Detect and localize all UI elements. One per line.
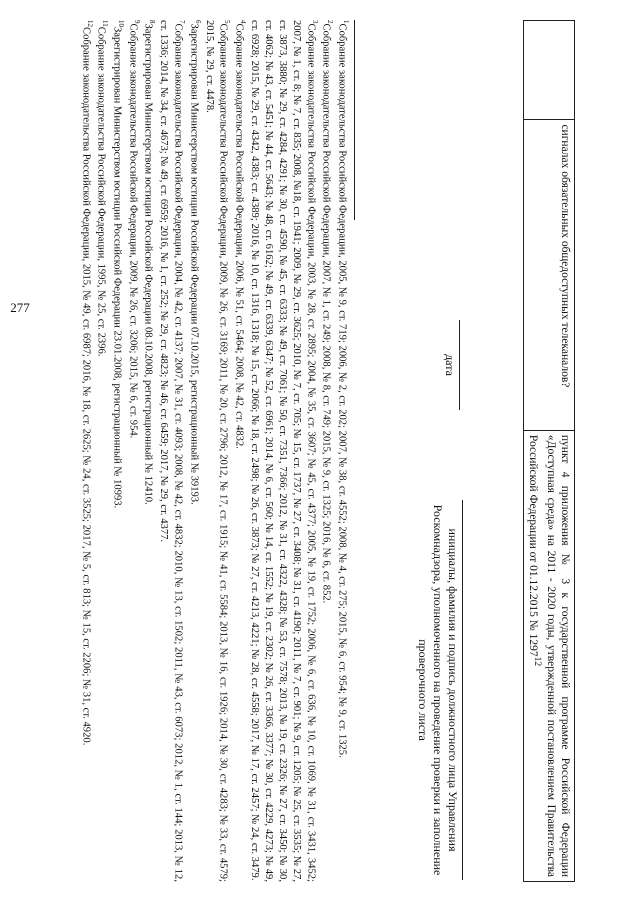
- date-signature-block: [442, 320, 460, 410]
- table-cell-number: [524, 21, 575, 120]
- footnote-text: Собрание законодательства Российской Федерации, 2004, № 42, ст. 4137; 2007, № 31, ст. 4093; 2008, № 42, ст. 4832; 2010, № 13, ст. 1502; 2011, № 43, ст. 6073; 2012, № 1, ст. 144; 2013, № 12, ст. 1336; 2014, № 34, ст. 4673; № 49, ст. 6959; 2016, № 1, ст. 252; № 29, ст. 4823; № 46, ст. 6459; 2017, № 29, ст. 4377.: [158, 20, 184, 882]
- footnote-item: [94, 20, 110, 882]
- footnote-text: Собрание законодательства Российской Федерации, 2009, № 26, ст. 3206; 2015, № 6, ст. 954.: [127, 23, 139, 439]
- footnote-text: Собрание законодательства Российской Федерации, 2006, № 51, ст. 5464; 2008, № 42, ст. 4832.: [233, 23, 245, 449]
- footnote-number: 2: [326, 20, 335, 24]
- footnote-number: 5: [223, 20, 232, 24]
- footnote-number: 1: [342, 20, 350, 24]
- footnote-number: 9: [132, 20, 141, 24]
- official-caption: инициалы, фамилия и подпись должностного лица Управления Роскомнадзора, уполномоченного на проведение проверки и заполнение проверочного листа: [416, 504, 460, 876]
- footnote-text: Собрание законодательства Российской Федерации, 2003, № 28, ст. 2895; 2004, № 35, ст. 3607; № 45, ст. 4377; 2005, № 19, ст. 1752; 2006, № 6, ст. 636, № 10, ст. 1069, № 31, ст. 3431, 3452; 2007, № 1, ст. 8; № 7, ст. 835; 2008, №18, ст. 1941; 2009, № 29, ст. 3625; 2010, № 7, ст. 705; № 15, ст. 1737, № 27, ст. 3408; № 31, ст. 4190; 2011, № 7, ст. 901; № 9, ст. 1205; № 25, ст. 3535; № 27, ст. 3873, 3880; № 29, ст. 4284, 4291; № 30, ст. 4590, № 45, ст. 6333; № 49, ст. 7061; № 50, ст. 7351, 7366; 2012, № 31, ст. 4322, 4328; № 53, ст. 7578; 2013, № 19, ст. 2326; № 27, ст. 3450; № 30, ст. 4062; № 43, ст. 5451; № 44, ст. 5643; № 48, ст. 6162; № 49, ст. 6339, 6347; № 52, ст. 6961; 2014, № 6, ст. 560; № 14, ст. 1552; № 19, ст. 2302; № 26, ст. 3366, 3377; № 30, ст. 4229, 4273; № 49, ст. 6928; 2015, № 29, ст. 4342, 4383; ст. 4389; 2016, № 10, ст. 1316, 1318; № 15, ст. 2066; № 18, ст. 2498; № 26, ст. 3873; № 27, ст. 4213, 4221; № 28, ст. 4558; 2017, № 17, ст. 2457; № 24, ст. 3479.: [248, 20, 317, 882]
- footnotes-divider: [354, 20, 355, 220]
- official-signature-block: [415, 500, 463, 880]
- reference-text: пункт 4 приложения № 3 к государственной программе Российской Федерации «Доступная среда» на 2011 - 2020 годы, утвержденной постановлением Правительства Российской Федерации от 01.12.2015 № 1297: [527, 434, 571, 877]
- footnote-text: Зарегистрирован Министерством юстиции Российской Федерации 08.10.2008, регистрационный № 12410.: [142, 23, 154, 505]
- footnote-text: Зарегистрирован Министерством юстиции Российской Федерации 07.10.2015, регистрационный № 39193.: [188, 23, 200, 505]
- reference-footnote-mark: 12: [532, 656, 544, 667]
- date-label: дата: [443, 354, 457, 376]
- page-number: 277: [10, 300, 30, 315]
- footnote-item: [109, 20, 125, 882]
- footnote-item: [141, 20, 157, 882]
- footnote-text: Собрание законодательства Российской Федерации, 2007, № 1, ст. 249; 2008, № 8, ст. 749; 2015, № 9, ст. 1325; 2016, № 6, ст. 852.: [320, 23, 332, 604]
- rotated-page-content: [0, 20, 575, 882]
- footnote-number: 7: [177, 20, 186, 24]
- footnote-item: [319, 20, 335, 882]
- footnote-item: [334, 20, 350, 882]
- footnote-item: [231, 20, 247, 882]
- footnote-item: [78, 20, 94, 882]
- table-row: [524, 21, 575, 882]
- footnote-text: Собрание законодательства Российской Федерации, 2005, № 9, ст. 719; 2006, № 2, ст. 202; 2007, № 38, ст. 4552; 2008, № 4, ст. 275; 2015, № 6, ст. 954; № 9, ст. 1325.: [336, 23, 348, 758]
- checklist-table: [523, 20, 575, 882]
- footnote-number: 12: [85, 20, 94, 27]
- signature-line: [462, 500, 463, 880]
- footnote-item: [202, 20, 232, 882]
- footnote-number: 6: [193, 20, 202, 24]
- footnote-text: Собрание законодательства Российской Федерации, 2009, № 26, ст. 3169; 2011, № 20, ст. 2796; 2012, № 17, ст. 1915; № 41, ст. 5584; 2013, № 16, ст. 1926; 2014, № 30, ст. 4283; № 33, ст. 4579; 2015, № 29, ст. 4478.: [203, 20, 229, 882]
- footnotes-list: [78, 20, 350, 882]
- footnote-item: [156, 20, 186, 882]
- footnote-item: [125, 20, 141, 882]
- date-line: [459, 320, 460, 410]
- footnote-text: Зарегистрирован Министерством юстиции Российской Федерации 23.01.2008, регистрационный № 10993.: [111, 27, 123, 509]
- footnote-text: Собрание законодательства Российской Федерации, 2015, № 49, ст. 6987; 2016, № 18, ст. 2625; № 24, ст. 3525; 2017, № 5, ст. 813; № 15, ст. 2206; № 31, ст. 4920.: [80, 27, 92, 746]
- footnote-item: [247, 20, 319, 882]
- table-cell-reference: [524, 430, 575, 881]
- table-cell-question: сигналах обязательных общедоступных телеканалов?: [524, 120, 575, 430]
- footnote-number: 11: [101, 20, 110, 27]
- footnote-number: 8: [148, 20, 157, 24]
- footnote-number: 10: [117, 20, 126, 27]
- footnote-number: 4: [238, 20, 247, 24]
- footnote-number: 3: [310, 20, 319, 24]
- footnote-item: [186, 20, 202, 882]
- footnote-text: Собрание законодательства Российской Федерации, 1995, № 25, ст. 2396.: [95, 26, 107, 357]
